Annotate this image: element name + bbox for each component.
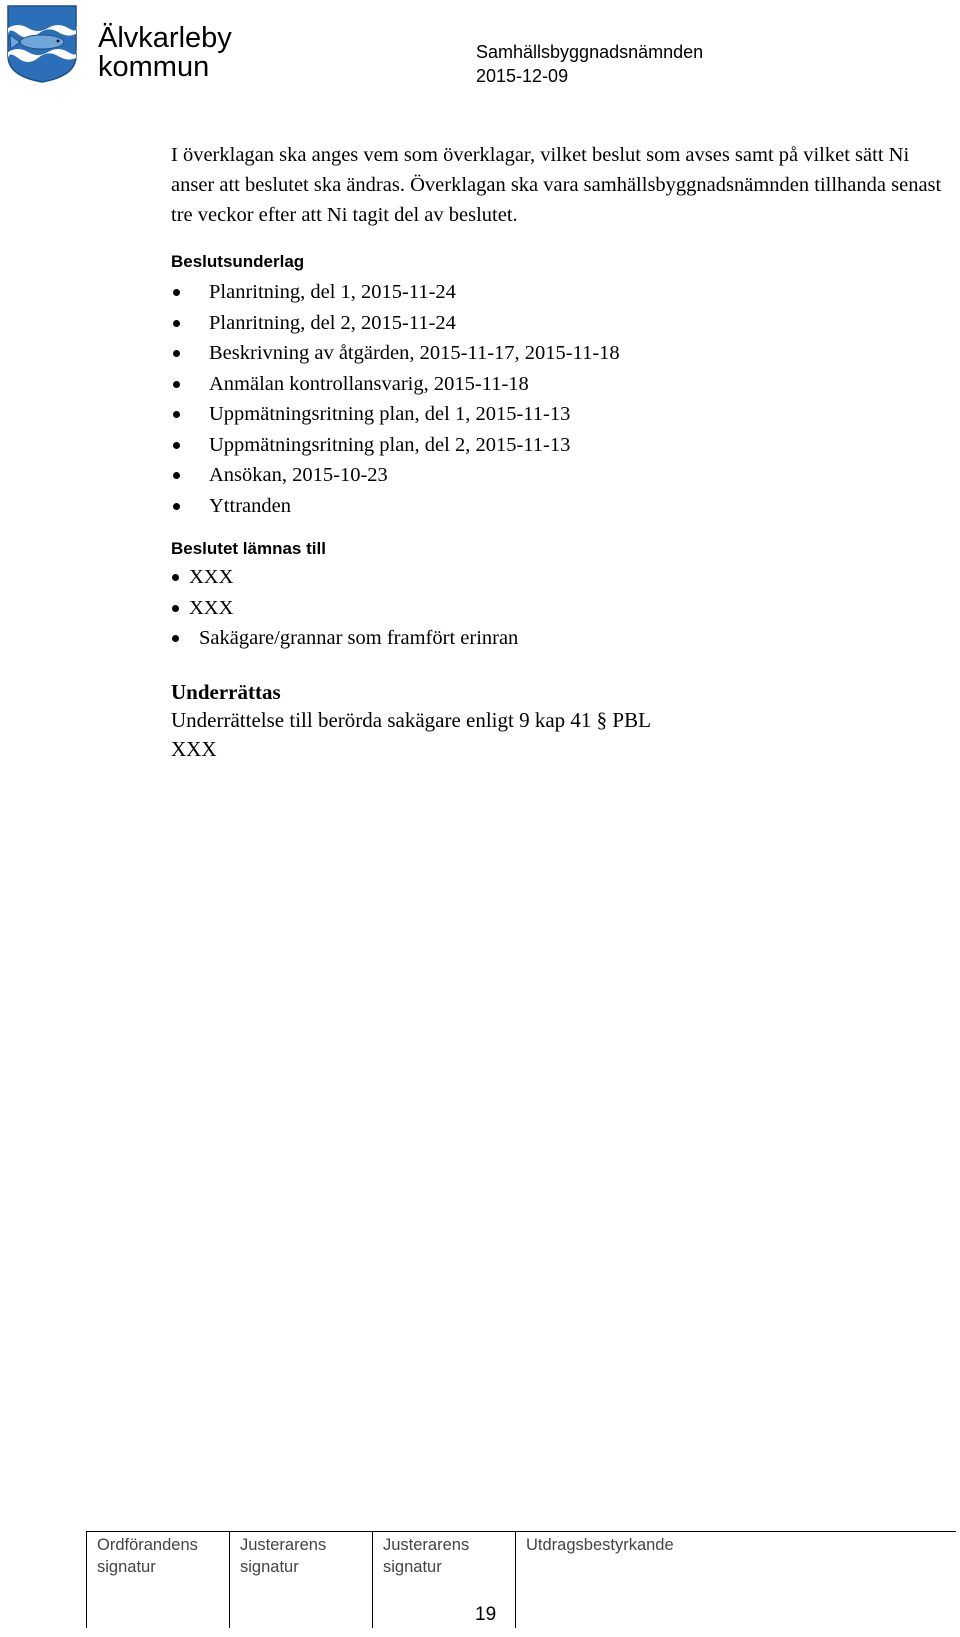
list-item: Uppmätningsritning plan, del 2, 2015-11-13 [171, 430, 951, 461]
bullet-icon [172, 574, 179, 581]
municipality-logo [6, 4, 78, 84]
beslutet-lamnas-till-heading: Beslutet lämnas till [171, 539, 326, 558]
list-item: Yttranden [171, 491, 951, 522]
signature-cell-adjuster-2: Justerarens signatur [383, 1536, 470, 1576]
list-item: XXX [171, 562, 951, 593]
signature-cell-certification: Utdragsbestyrkande [526, 1536, 674, 1554]
committee-name: Samhällsbyggnadsnämnden [476, 42, 704, 62]
meeting-date: 2015-12-09 [476, 66, 569, 86]
page-number: 19 [475, 1604, 497, 1625]
beslutet-lamnas-till-list [171, 562, 951, 654]
appeal-instructions: I överklagan ska anges vem som överklagar, vilket beslut som avses samt på vilket sätt Ni anser att beslutet ska ändras. Överklagan ska vara samhällsbyggnadsnämnden tillhanda senast tre veckor efter att Ni tagit del av beslutet. [171, 144, 942, 226]
footer-divider [229, 1532, 230, 1628]
list-item: Ansökan, 2015-10-23 [171, 460, 951, 491]
bullet-icon [173, 442, 180, 449]
bullet-icon [173, 381, 180, 388]
document-meta [476, 40, 703, 88]
beslutsunderlag-list [171, 277, 951, 521]
document-body [171, 140, 951, 764]
footer-divider [372, 1532, 373, 1628]
list-item: Uppmätningsritning plan, del 1, 2015-11-13 [171, 399, 951, 430]
signature-footer [86, 1531, 956, 1628]
organization-name-line1: Älvkarleby [98, 22, 232, 54]
footer-divider [515, 1532, 516, 1628]
bullet-icon [172, 605, 179, 612]
bullet-icon [173, 289, 180, 296]
bullet-icon [172, 635, 179, 642]
bullet-icon [173, 472, 180, 479]
underrattas-heading: Underrättas [171, 679, 281, 704]
list-item: Planritning, del 1, 2015-11-24 [171, 277, 951, 308]
signature-cell-adjuster-1: Justerarens signatur [240, 1536, 327, 1576]
signature-cell-chair: Ordförandens signatur [97, 1536, 198, 1576]
organization-name-line2: kommun [98, 51, 210, 83]
notification-recipient: XXX [171, 736, 217, 761]
list-item: Sakägare/grannar som framfört erinran [171, 623, 951, 654]
beslutsunderlag-heading: Beslutsunderlag [171, 252, 305, 271]
bullet-icon [173, 350, 180, 357]
list-item: Beskrivning av åtgärden, 2015-11-17, 2015-11-18 [171, 338, 951, 369]
list-item: Anmälan kontrollansvarig, 2015-11-18 [171, 369, 951, 400]
list-item: XXX [171, 593, 951, 624]
bullet-icon [173, 320, 180, 327]
organization-name [98, 24, 232, 82]
bullet-icon [173, 503, 180, 510]
list-item: Planritning, del 2, 2015-11-24 [171, 308, 951, 339]
notification-text: Underrättelse till berörda sakägare enligt 9 kap 41 § PBL [171, 707, 651, 732]
bullet-icon [173, 411, 180, 418]
